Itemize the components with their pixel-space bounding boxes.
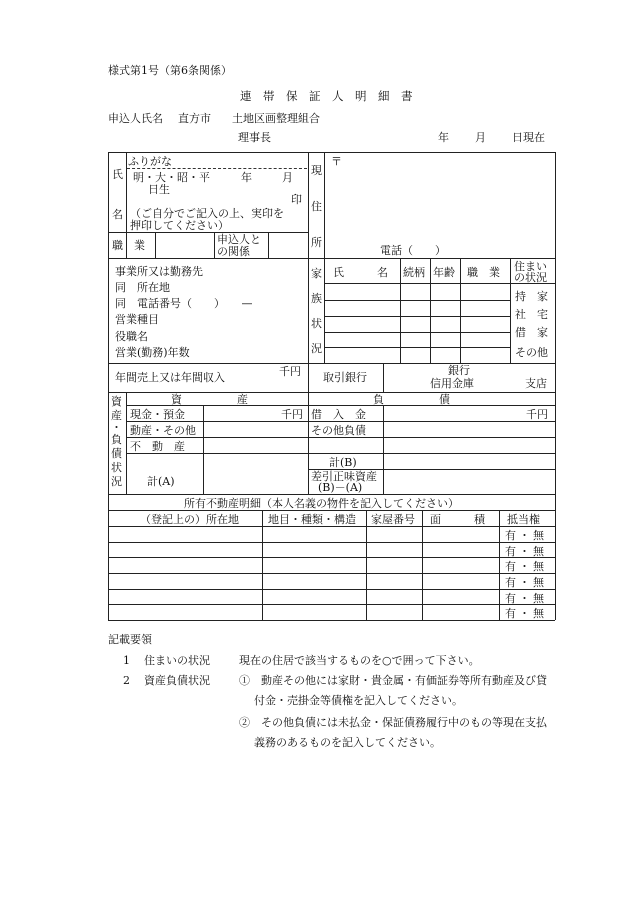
- mortgage-option-row5: 有・無: [505, 592, 547, 605]
- col-mortgage: 抵当権: [507, 513, 540, 526]
- mortgage-option-row4: 有・無: [505, 576, 547, 589]
- mortgage-option-row2: 有・無: [505, 545, 547, 558]
- furigana-label: ふりがな: [128, 155, 172, 168]
- name-label-bottom: 名: [112, 208, 123, 221]
- years-employed-label: 営業(勤務)年数: [115, 346, 190, 359]
- note2b-line1: ② その他負債には未払金・保証債務履行中のもの等現在支払: [239, 716, 547, 729]
- assets-total: 計(A): [147, 475, 175, 488]
- balance-side-3: ・: [111, 421, 122, 434]
- birth-month-label: 月: [282, 171, 293, 184]
- family-col-job: 職 業: [467, 266, 500, 279]
- work-place-label: 事業所又は勤務先: [115, 265, 203, 278]
- credit-union-suffix: 信用金庫: [430, 377, 474, 390]
- notes-title: 記載要領: [108, 633, 152, 646]
- family-side-4: 況: [311, 342, 322, 355]
- balance-side-5: 債: [111, 447, 122, 460]
- col-land-type: 地目・種類・構造: [268, 513, 356, 526]
- asset-cash: 現金・預金: [130, 408, 185, 421]
- note2a-line2: 付金・売掛金等債権を記入してください。: [254, 694, 463, 707]
- balance-side-1: 資: [111, 395, 122, 408]
- seal-mark: 印: [291, 193, 302, 206]
- net-assets-line1: 差引正味資産: [311, 470, 377, 483]
- assets-unit: 千円: [281, 408, 303, 421]
- housing-other: その他: [515, 346, 548, 359]
- applicant-label: 申込人氏名: [108, 112, 163, 125]
- asset-realestate: 不 動 産: [130, 440, 185, 453]
- liability-other: その他負債: [311, 424, 366, 437]
- col-area: 面 積: [430, 513, 485, 526]
- work-address-label: 同 所在地: [115, 281, 170, 294]
- mortgage-option-row1: 有・無: [505, 529, 547, 542]
- family-side-1: 家: [311, 267, 322, 280]
- note1-text: 現在の住居で該当するものを○で囲って下さい。: [239, 654, 480, 667]
- date-year: 年: [438, 131, 449, 144]
- housing-owned: 持 家: [515, 290, 548, 303]
- family-side-2: 族: [311, 292, 322, 305]
- income-unit: 千円: [279, 365, 301, 378]
- housing-label-line1: 住まい: [514, 260, 547, 273]
- bank-suffix: 銀行: [448, 364, 470, 377]
- liabilities-unit: 千円: [526, 408, 548, 421]
- net-assets-line2: (B)－(A): [318, 481, 363, 494]
- postal-mark: 〒: [331, 155, 342, 168]
- housing-label-line2: の状況: [514, 271, 547, 284]
- annual-income-label: 年間売上又は年間収入: [115, 371, 225, 384]
- business-type-label: 営業種目: [115, 313, 159, 326]
- note2a-line1: ① 動産その他には家財・貴金属・有価証券等所有動産及び貸: [239, 674, 547, 687]
- name-label-top: 氏: [112, 168, 123, 181]
- note2b-line2: 義務のあるものを記入してください。: [254, 736, 441, 749]
- liabilities-total: 計(B): [329, 456, 357, 469]
- organization-name: 土地区画整理組合: [232, 112, 320, 125]
- phone-label: 電話（ ）: [380, 244, 446, 257]
- relation-label-line1: 申込人と: [217, 233, 261, 246]
- relation-label-line2: の関係: [217, 245, 250, 258]
- col-house-number: 家屋番号: [371, 513, 415, 526]
- housing-company: 社 宅: [515, 308, 548, 321]
- balance-side-7: 況: [111, 475, 122, 488]
- family-col-age: 年齢: [433, 266, 455, 279]
- mortgage-option-row3: 有・無: [505, 560, 547, 573]
- occupation-label: 職 業: [112, 239, 145, 252]
- liabilities-header: 負 債: [373, 393, 450, 406]
- note2-label: 資産負債状況: [144, 674, 210, 687]
- bank-label: 取引銀行: [323, 371, 367, 384]
- date-day: 日現在: [512, 131, 545, 144]
- mortgage-option-row6: 有・無: [505, 607, 547, 620]
- position-label: 役職名: [115, 330, 148, 343]
- era-options: 明・大・昭・平: [133, 171, 210, 184]
- family-col-relation: 続柄: [403, 266, 425, 279]
- document-title: 連 帯 保 証 人 明 細 書: [240, 89, 413, 103]
- family-col-name: 氏 名: [333, 266, 388, 279]
- birth-year-label: 年: [241, 171, 252, 184]
- form-number: 様式第1号（第6条関係）: [108, 64, 232, 77]
- date-month: 月: [475, 131, 486, 144]
- address-label-2: 住: [311, 200, 322, 213]
- asset-movables: 動産・その他: [130, 424, 196, 437]
- balance-side-2: 産: [111, 409, 122, 422]
- work-phone-label: 同 電話番号（ ） —: [115, 297, 253, 310]
- branch-suffix: 支店: [525, 377, 547, 390]
- birth-day-label: 日生: [148, 183, 170, 196]
- note1-number: 1: [123, 654, 130, 667]
- note1-label: 住まいの状況: [144, 654, 210, 667]
- applicant-city: 直方市: [178, 112, 211, 125]
- balance-side-4: 負: [111, 433, 122, 446]
- address-label-1: 現: [311, 164, 322, 177]
- seal-note-line2: 押印してください）: [130, 219, 229, 232]
- director-label: 理事長: [238, 131, 271, 144]
- note2-number: 2: [123, 674, 130, 687]
- housing-rented: 借 家: [515, 326, 548, 339]
- col-location: （登記上の）所在地: [140, 513, 239, 526]
- address-label-3: 所: [311, 236, 322, 249]
- balance-side-6: 状: [111, 461, 122, 474]
- seal-note-line1: （ご自分でご記入の上、実印を: [130, 207, 284, 220]
- realestate-title: 所有不動産明細（本人名義の物件を記入してください）: [184, 497, 459, 510]
- assets-header: 資 産: [171, 393, 248, 406]
- family-side-3: 状: [311, 317, 322, 330]
- liability-loans: 借 入 金: [311, 408, 366, 421]
